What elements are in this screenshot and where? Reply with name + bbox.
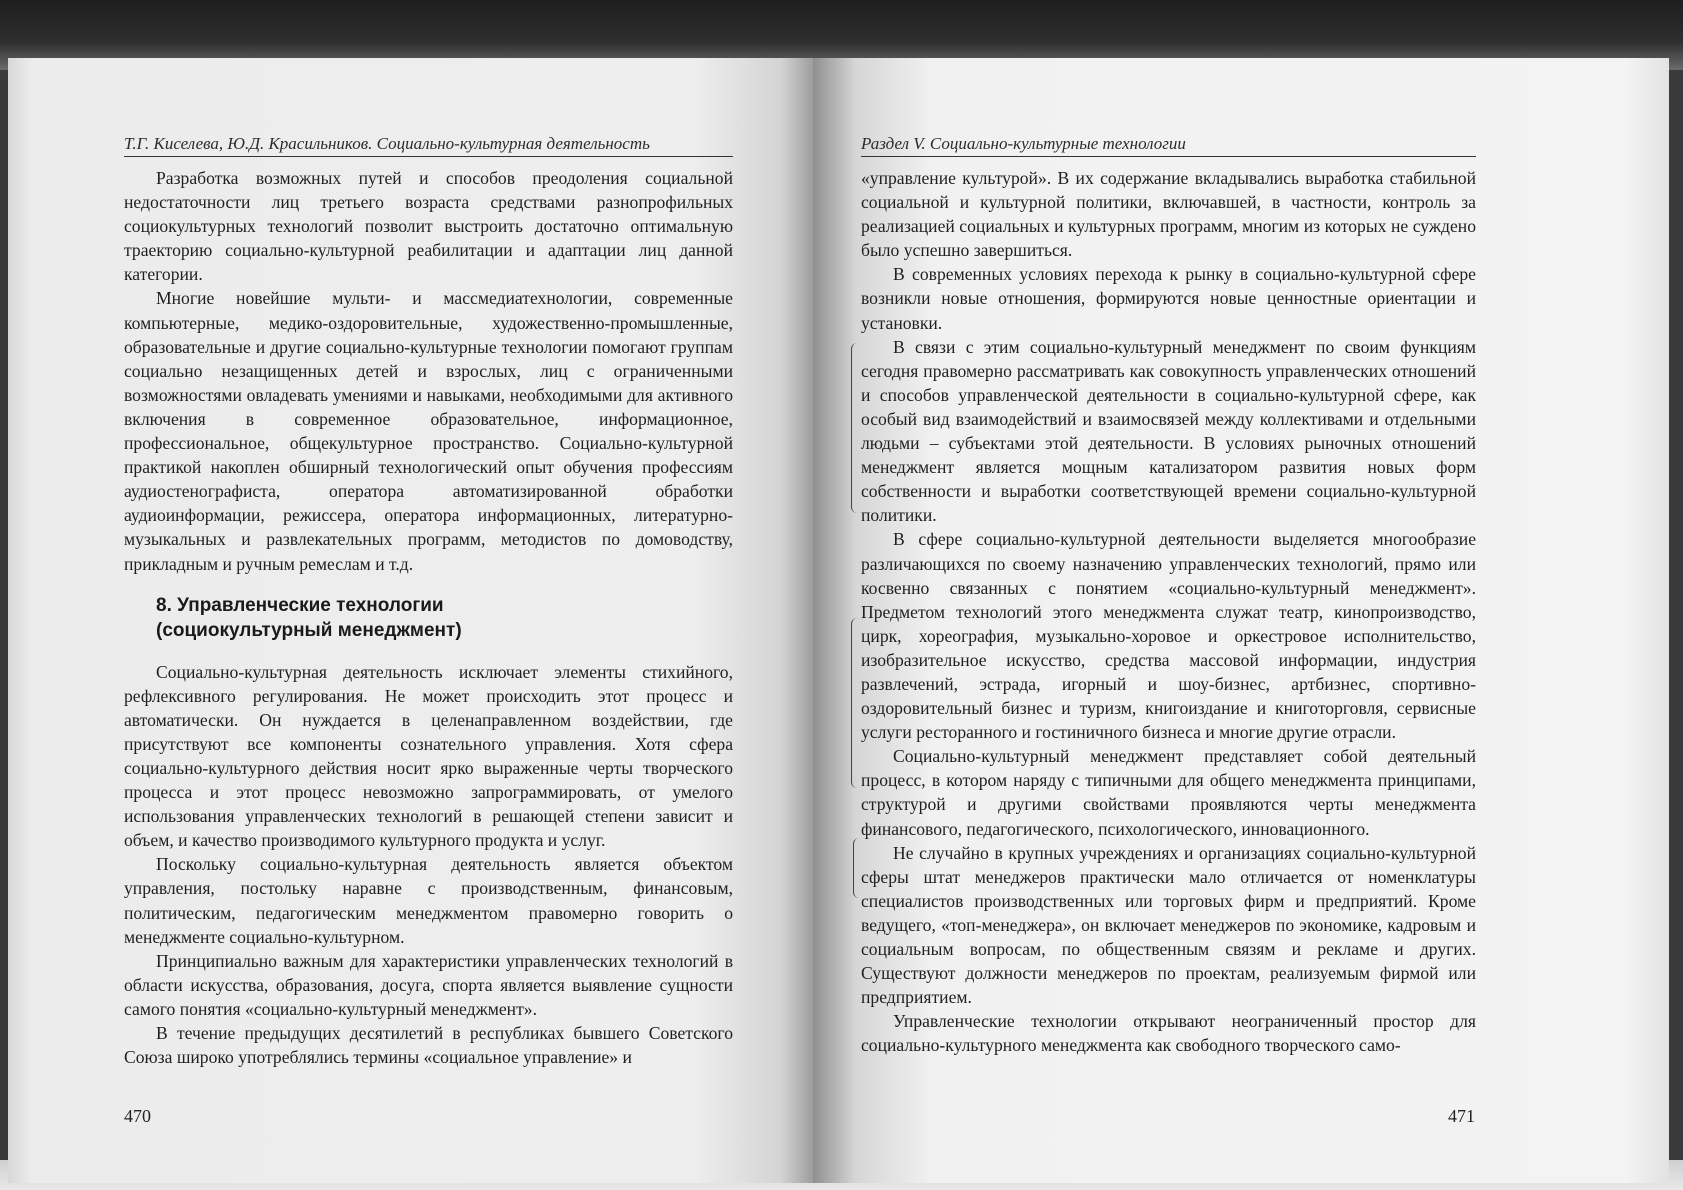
section-heading <box>156 593 733 643</box>
right-page <box>813 58 1669 1183</box>
left-page-text <box>124 166 733 1069</box>
pencil-margin-mark <box>851 343 858 513</box>
pencil-margin-mark <box>851 618 858 788</box>
paragraph: В сфере социально-культурной деятельности выделяется многообразие различающихся по своему назначению управленческих технологий, прямо или косвенно связанных с понятием «социально-культурный менеджмент». Предметом технологий этого менеджмента служат театр, кинопроизводство, цирк, хореография, музыкально-хоровое и оркестровое исполнительство, изобразительное искусство, средства массовой информации, индустрия развлечений, эстрада, игорный и шоу-бизнес, артбизнес, спортивно-оздоровительный бизнес и туризм, книгоиздание и книготорговля, сервисные услуги ресторанного и гостиничного бизнеса и многие другие отрасли. <box>861 529 1476 743</box>
paragraph: Управленческие технологии открывают неограниченный простор для социально-культурного менеджмента как свободного творческого само- <box>861 1011 1476 1056</box>
paragraph: Принципиально важным для характеристики управленческих технологий в области искусства, образования, досуга, спорта является выявление сущности самого понятия «социально-культурный менеджмент». <box>124 950 733 1019</box>
page-number-right: 471 <box>1448 1106 1475 1126</box>
page-number-left: 470 <box>124 1106 151 1126</box>
paragraph: Многие новейшие мульти- и массмедиатехнологии, современные компьютерные, медико-оздоровительные, художественно-промышленные, образовательные и другие социально-культурные технологии помогают группам социально незащищенных детей и взрослых, лиц с ограниченными возможностями овладевать умениями и навыками, необходимыми для активного включения в современное образовательное, информационное, профессиональное, общекультурное пространство. Социально-культурной практикой накоплен обширный технологический опыт обучения профессиям аудиостенографиста, оператора автоматизированной обработки аудиоинформации, режиссера, оператора информационных, литературно-музыкальных и развлекательных программ, методистов по домоводству, прикладным и ручным ремеслам и т.д. <box>124 288 733 574</box>
left-page <box>8 58 813 1183</box>
paragraph: Социально-культурный менеджмент представляет собой деятельный процесс, в котором наряду с типичными для общего менеджмента принципами, структурой и другими свойствами проявляются черты менеджмента финансового, педагогического, психологического, инновационного. <box>861 746 1476 839</box>
paragraph-continuation: «управление культурой». В их содержание вкладывались выработка стабильной социальной и культурной политики, включавшей, в частности, контроль за реализацией социальных и культурных программ, многим из которых не суждено было успешно завершиться. <box>861 168 1476 261</box>
right-page-text <box>861 166 1476 1057</box>
section-heading-line2: (социокультурный менеджмент) <box>156 619 462 641</box>
paragraph: Поскольку социально-культурная деятельность является объектом управления, постольку наравне с производственным, финансовым, политическим, педагогическим менеджментом правомерно говорить о менеджменте социально-культурном. <box>124 854 733 947</box>
paragraph: В связи с этим социально-культурный менеджмент по своим функциям сегодня правомерно рассматривать как совокупность управленческих отношений и способов управленческой деятельности в социально-культурной сфере, как особый вид взаимодействий и взаимосвязей между коллективами и отдельными людьми – субъектами этой деятельности. В условиях рыночных отношений менеджмент является мощным катализатором развития новых форм собственности и выработки соответствующей времени социально-культурной политики. <box>861 336 1476 526</box>
running-head-left: Т.Г. Киселева, Ю.Д. Красильников. Социально-культурная деятельность <box>124 134 733 157</box>
paragraph: Социально-культурная деятельность исключает элементы стихийного, рефлексивного регулирования. Не может происходить этот процесс и автоматически. Он нуждается в целенаправленном воздействии, где присутствуют все компоненты сознательного управления. Хотя сфера социально-культурного действия носит ярко выраженные черты творческого процесса и этот процесс невозможно запрограммировать, от умелого использования управленческих технологий в решающей степени зависит и объем, и качество производимого культурного продукта и услуг. <box>124 661 733 851</box>
paragraph: Не случайно в крупных учреждениях и организациях социально-культурной сферы штат менеджеров практически мало отличается от номенклатуры специалистов производственных или торговых фирм и предприятий. Кроме ведущего, «топ-менеджера», он включает менеджеров по экономике, кадровым и социальным вопросам, по общественным связям и рекламе и других. Существуют должности менеджеров по проектам, реализуемым фирмой или предприятием. <box>861 842 1476 1008</box>
running-head-right: Раздел V. Социально-культурные технологии <box>861 134 1476 157</box>
pencil-margin-mark <box>853 838 860 898</box>
paragraph: Разработка возможных путей и способов преодоления социальной недостаточности лиц третьего возраста средствами разнопрофильных социокультурных технологий позволит выстроить достаточно оптимальную траекторию социально-культурной реабилитации и адаптации лиц данной категории. <box>124 168 733 285</box>
paragraph: В современных условиях перехода к рынку в социально-культурной сфере возникли новые отношения, формируются новые ценностные ориентации и установки. <box>861 264 1476 333</box>
paragraph: В течение предыдущих десятилетий в республиках бывшего Советского Союза широко употреблялись термины «социальное управление» и <box>124 1023 733 1068</box>
section-heading-line1: 8. Управленческие технологии <box>156 594 444 616</box>
